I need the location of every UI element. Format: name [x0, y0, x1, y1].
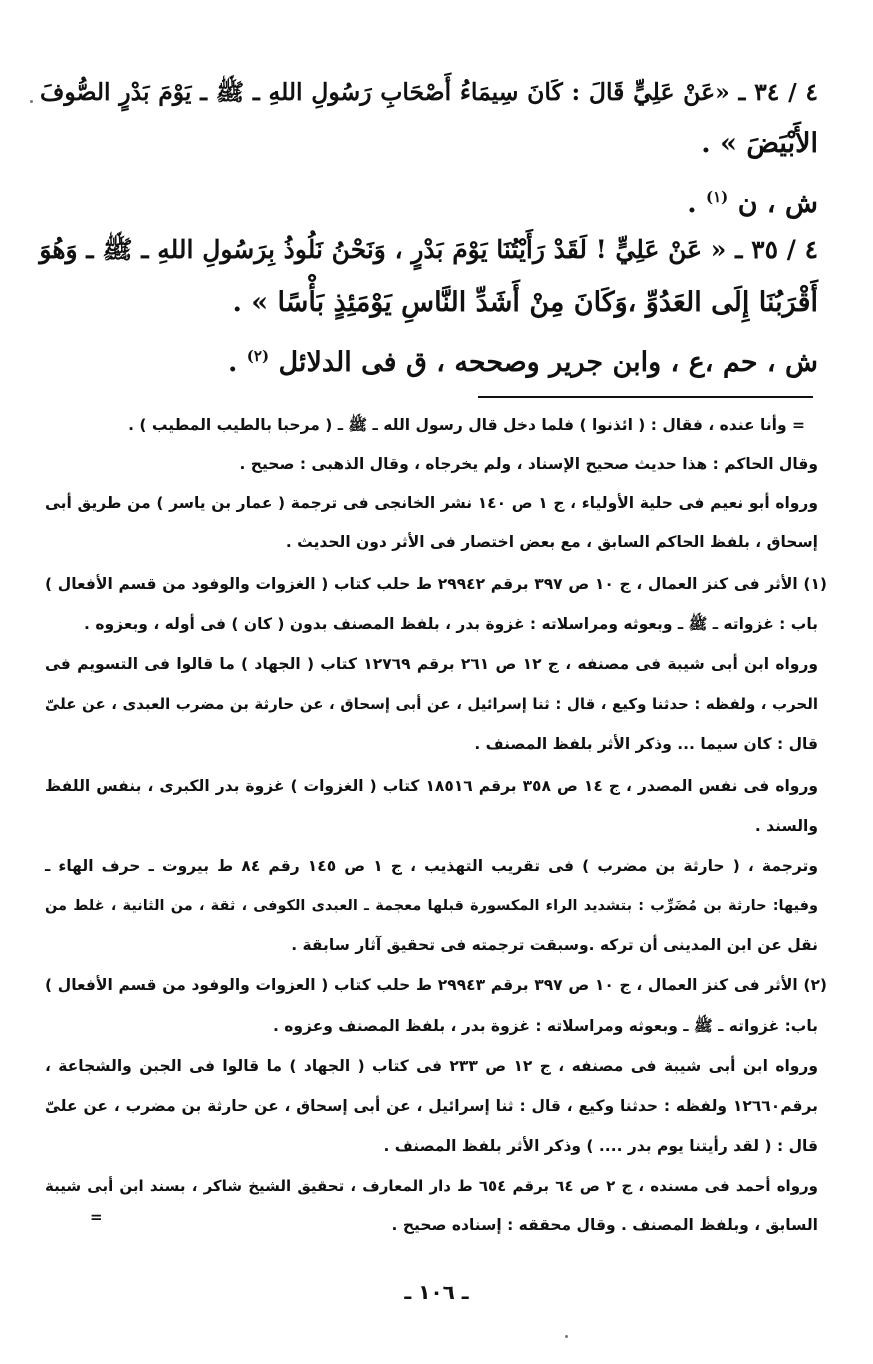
- footnote-1-line-3: ورواه ابن أبى شيبة فى مصنفه ، ج ١٢ ص ٢٦١ برقم ١٢٧٦٩ كتاب ( الجهاد ) ما قالوا فى التسويم فى: [45, 655, 819, 673]
- main-text-line-2: الأَبْيَضَ » .: [701, 128, 818, 159]
- footnote-1-line-9: وفيها: حارثة بن مُضَرِّب : بتشديد الراء المكسورة قبلها معجمة ـ العبدى الكوفى ، ثقة ، من الثانية ، غلط من: [45, 898, 818, 914]
- footnote-2-line-1: (٢) الأثر فى كنز العمال ، ج ١٠ ص ٣٩٧ برقم ٢٩٩٤٣ ط حلب كتاب ( العزوات والوفود من قسم الأفعال ): [45, 976, 828, 994]
- footnote-1-line-8: وترجمة ، ( حارثة بن مضرب ) فى تقريب التهذيب ، ج ١ ص ١٤٥ رقم ٨٤ ط بيروت ـ حرف الهاء ـ: [45, 857, 818, 875]
- footnote-line-4: إسحاق ، بلفظ الحاكم السابق ، مع بعض اختصار فى الأثر دون الحديث .: [285, 533, 818, 551]
- footnote-1-line-1: (١) الأثر فى كنز العمال ، ج ١٠ ص ٣٩٧ برقم ٢٩٩٤٢ ط حلب كتاب ( الغزوات والوفود من قسم الأفعال ): [45, 575, 828, 593]
- footnote-1-line-6: ورواه فى نفس المصدر ، ج ١٤ ص ٣٥٨ برقم ١٨٥١٦ كتاب ( الغزوات ) غزوة بدر الكبرى ، بنفس اللفظ: [45, 777, 819, 795]
- footnote-line-3: ورواه أبو نعيم فى حلية الأولياء ، ج ١ ص ١٤٠ نشر الخانجى فى ترجمة ( عمار بن ياسر ) من طريق أبى: [45, 494, 818, 512]
- main-text-line-5: أَقْرَبُنَا إِلَى العَدُوِّ ،وَكَانَ مِنْ أَشَدِّ النَّاسِ يَوْمَئِذٍ بَأْسًا » .: [232, 287, 818, 318]
- line-end-2: .: [227, 347, 238, 378]
- main-text-line-4: ٤ / ٣٥ ـ « عَنْ عَلِيٍّ ! لَقَدْ رَأَيْتُنَا يَوْمَ بَدْرٍ ، وَنَحْنُ نَلُوذُ بِرَسُولِ اللهِ ـ ﷺ ـ وَهُوَ: [39, 235, 818, 264]
- footnote-1-line-10: نقل عن ابن المدينى أن تركه .وسبقت ترجمته فى تحقيق آثار سابقة .: [291, 936, 818, 954]
- scan-speck: [30, 100, 33, 103]
- footnote-ref-2: (٢): [246, 347, 270, 365]
- line-end-1: .: [687, 188, 697, 219]
- page-number: ـ ١٠٦ ـ: [404, 1280, 469, 1304]
- footnote-1-line-4: الحرب ، ولفظه : حدثنا وكيع ، قال : ثنا إسرائيل ، عن أبى إسحاق ، عن حارثة بن مضرب العبدى ، عن علىّ: [45, 695, 818, 713]
- footnote-1-line-2: باب : غزواته ـ ﷺ ـ وبعوثه ومراسلاته : غزوة بدر ، بلفظ المصنف بدون ( كان ) فى أوله ، وبعزوه .: [84, 615, 818, 633]
- main-text-line-3: [40, 175, 818, 226]
- footnote-line-2: وقال الحاكم : هذا حديث صحيح الإسناد ، ولم يخرجاه ، وقال الذهبى : صحيح .: [239, 455, 818, 473]
- main-text-line-1: ٤ / ٣٤ ـ «عَنْ عَلِيٍّ قَالَ : كَانَ سِيمَاءُ أَصْحَابِ رَسُولِ اللهِ ـ ﷺ ـ يَوْمَ بَدْرٍ الصُّوفَ: [40, 78, 818, 106]
- footnote-2-line-4: برقم١٢٦٦٠ ولفظه : حدثنا وكيع ، قال : ثنا إسرائيل ، عن أبى إسحاق ، عن حارثة بن مضرب ، عن علىّ: [45, 1097, 818, 1115]
- main-text-line-6: [40, 334, 818, 385]
- footnote-1-line-7: والسند .: [754, 817, 818, 835]
- footnote-2-line-6: ورواه أحمد فى مسنده ، ج ٢ ص ٦٤ برقم ٦٥٤ ط دار المعارف ، تحقيق الشيخ شاكر ، بسند ابن أبى شيبة: [45, 1177, 818, 1195]
- footnote-2-line-5: قال : ( لقد رأيتنا يوم بدر .... ) وذكر الأثر بلفظ المصنف .: [383, 1137, 818, 1155]
- source-codes-2: ش ، حم ،ع ، وابن جرير وصححه ، ق فى الدلائل: [278, 347, 818, 378]
- footnote-1-line-5: قال : كان سيما ... وذكر الأثر بلفظ المصنف .: [474, 735, 818, 753]
- continuation-mark: =: [90, 1208, 103, 1226]
- footnote-separator: [478, 396, 813, 398]
- scan-speck: [565, 1335, 568, 1338]
- footnote-2-line-2: باب: غزواته ـ ﷺ ـ وبعوثه ومراسلاته : غزوة بدر ، بلفظ المصنف وعزوه .: [272, 1017, 818, 1035]
- footnote-line-1: = وأنا عنده ، فقال : ( ائذنوا ) فلما دخل قال رسول الله ـ ﷺ ـ ( مرحبا بالطيب المطيب ) .: [128, 416, 805, 434]
- footnote-2-line-7: السابق ، وبلفظ المصنف . وقال محققه : إسناده صحيح .: [391, 1216, 818, 1234]
- footnote-ref-1: (١): [706, 188, 729, 206]
- source-codes-1: ش ، ن: [737, 188, 818, 219]
- footnote-2-line-3: ورواه ابن أبى شيبة فى مصنفه ، ج ١٢ ص ٢٣٣ فى كتاب ( الجهاد ) ما قالوا فى الجبن والشجاعة ،: [45, 1057, 818, 1075]
